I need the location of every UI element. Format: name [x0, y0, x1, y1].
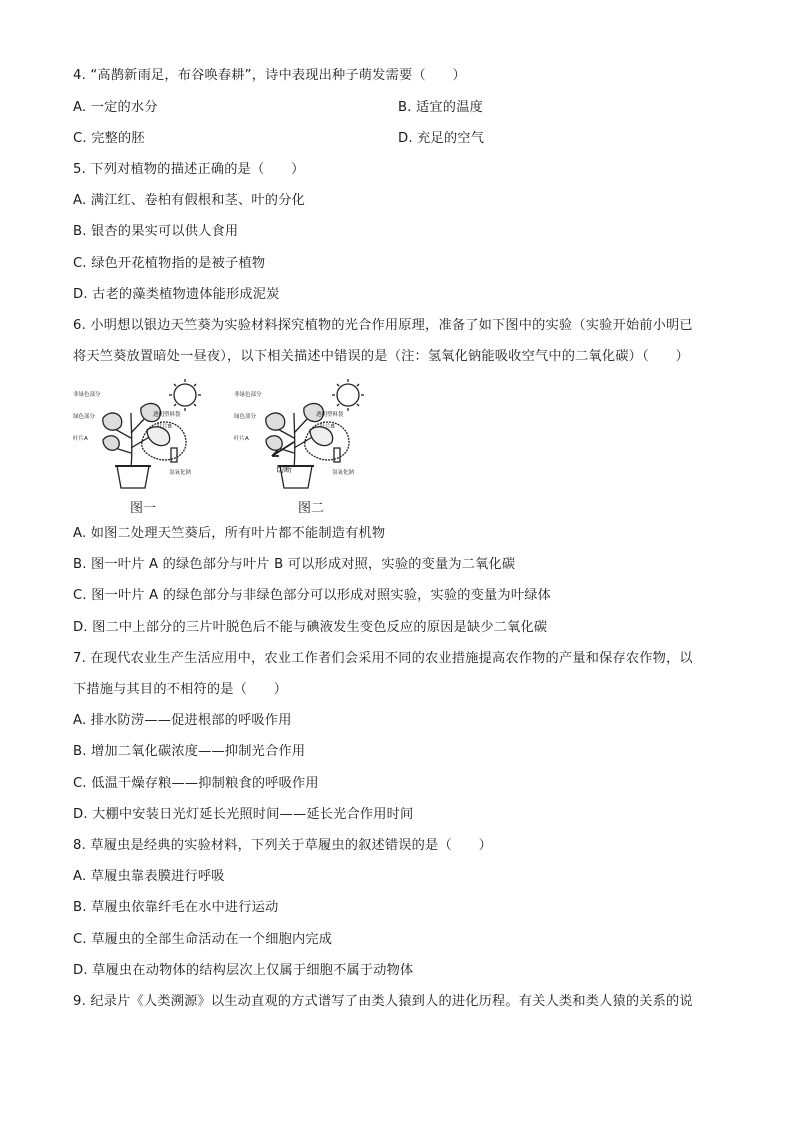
figure-two: [232, 378, 382, 490]
fig1-label-nongreen: 非绿色部分: [73, 392, 101, 398]
q7-option-b: B. 增加二氧化碳浓度——抑制光合作用: [73, 744, 306, 759]
q6-option-c: C. 图一叶片 A 的绿色部分与非绿色部分可以形成对照实验，实验的变量为叶绿体: [73, 588, 551, 603]
q4-option-b: B. 适宜的温度: [398, 100, 483, 115]
q7-option-d: D. 大棚中安装日光灯延长光照时间——延长光合作用时间: [73, 807, 414, 822]
q6-option-b: B. 图一叶片 A 的绿色部分与叶片 B 可以形成对照，实验的变量为二氧化碳: [73, 557, 516, 572]
q6-stem-line2: 将天竺葵放置暗处一昼夜），以下相关描述中错误的是（注：氢氧化钠能吸收空气中的二氧化碳）（ ）: [73, 349, 690, 364]
q6-option-a: A. 如图二处理天竺葵后，所有叶片都不能制造有机物: [73, 526, 386, 541]
fig2-label-cut: 切断: [276, 465, 292, 474]
fig2-label-bag: 透明塑料袋: [316, 412, 344, 418]
q8-option-c: C. 草履虫的全部生命活动在一个细胞内完成: [73, 932, 333, 947]
q8-option-b: B. 草履虫依靠纤毛在水中进行运动: [73, 900, 279, 915]
q7-option-c: C. 低温干燥存粮——抑制粮食的呼吸作用: [73, 776, 319, 791]
q4-option-d: D. 充足的空气: [398, 131, 485, 146]
fig2-label-leaf-a: 叶片A: [234, 436, 249, 442]
figure-one: [73, 378, 223, 490]
q8-option-d: D. 草履虫在动物体的结构层次上仅属于细胞不属于动物体: [73, 963, 414, 978]
q4-option-a: A. 一定的水分: [73, 100, 158, 115]
fig2-label-leaf-b: 叶片B: [320, 424, 335, 430]
q5-option-b: B. 银杏的果实可以供人食用: [73, 224, 239, 239]
q5-stem: 5. 下列对植物的描述正确的是（ ）: [73, 162, 305, 177]
fig2-label-green: 绿色部分: [234, 414, 257, 420]
q4-stem: 4. “高鹊新雨足，布谷唤春耕”，诗中表现出种子萌发需要（ ）: [73, 68, 466, 83]
q7-option-a: A. 排水防涝——促进根部的呼吸作用: [73, 713, 292, 728]
q8-stem: 8. 草履虫是经典的实验材料，下列关于草履虫的叙述错误的是（ ）: [73, 838, 492, 853]
fig1-label-naoh: 氢氧化钠: [169, 470, 192, 476]
q5-option-a: A. 满江红、卷柏有假根和茎、叶的分化: [73, 193, 305, 208]
fig2-label-naoh: 氢氧化钠: [332, 470, 355, 476]
figure-one-caption: 图一: [130, 501, 157, 516]
fig2-label-nongreen: 非绿色部分: [234, 392, 262, 398]
q5-option-d: D. 古老的藻类植物遗体能形成泥炭: [73, 287, 280, 302]
fig1-label-green: 绿色部分: [73, 414, 96, 420]
q6-option-d: D. 图二中上部分的三片叶脱色后不能与碘液发生变色反应的原因是缺少二氧化碳: [73, 620, 548, 635]
q7-stem-line1: 7. 在现代农业生产生活应用中，农业工作者们会采用不同的农业措施提高农作物的产量和保存农作物，以: [73, 651, 693, 666]
fig1-label-leaf-a: 叶片A: [73, 436, 88, 442]
fig1-label-leaf-b: 叶片B: [157, 424, 172, 430]
fig1-label-bag: 透明塑料袋: [153, 412, 181, 418]
figure-two-caption: 图二: [298, 501, 325, 516]
q9-stem: 9. 纪录片《人类溯源》以生动直观的方式谱写了由类人猿到人的进化历程。有关人类和类人猿的关系的说: [73, 994, 693, 1009]
q5-option-c: C. 绿色开花植物指的是被子植物: [73, 256, 266, 271]
q6-stem-line1: 6. 小明想以银边天竺葵为实验材料探究植物的光合作用原理，准备了如下图中的实验（实验开始前小明已: [73, 318, 693, 333]
q8-option-a: A. 草履虫靠表膜进行呼吸: [73, 869, 225, 884]
q4-option-c: C. 完整的胚: [73, 131, 145, 146]
q7-stem-line2: 下措施与其目的不相符的是（ ）: [73, 682, 288, 697]
